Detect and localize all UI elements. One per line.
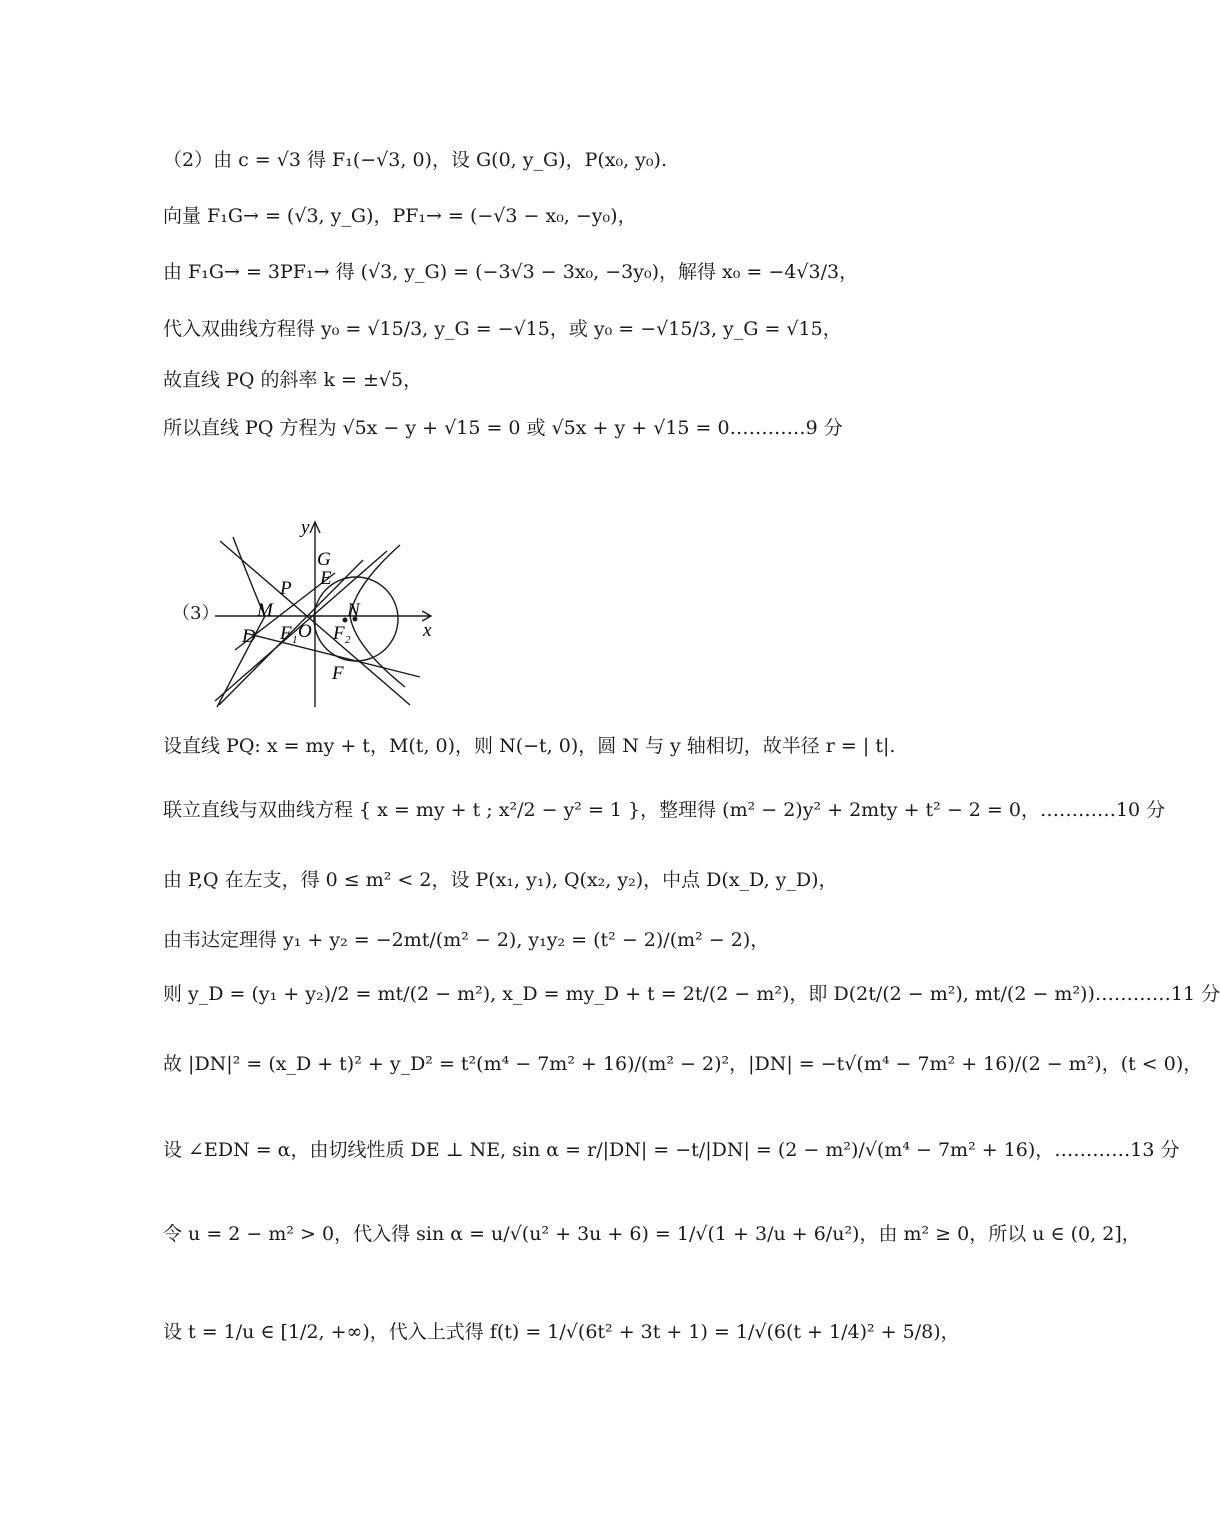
label-d: D bbox=[242, 626, 256, 647]
label-y: y bbox=[301, 517, 310, 538]
label-f: F bbox=[332, 663, 344, 684]
part3-line-2: 联立直线与双曲线方程 { x = my + t ; x²/2 − y² = 1 }，整理得 (m² − 2)y² + 2mty + t² − 2 = 0，…………10 分 bbox=[163, 799, 1166, 821]
label-g: G bbox=[317, 549, 331, 570]
label-f1: F bbox=[280, 623, 292, 644]
label-p: P bbox=[280, 578, 292, 599]
part2-line-2: 向量 F₁G→ = (√3, y_G)，PF₁→ = (−√3 − x₀, −y₀)， bbox=[163, 205, 637, 227]
label-n: N bbox=[347, 600, 360, 621]
part3-line-3: 由 P,Q 在左支，得 0 ≤ m² < 2，设 P(x₁, y₁), Q(x₂, y₂)，中点 D(x_D, y_D)， bbox=[163, 869, 838, 891]
part3-line-6: 故 |DN|² = (x_D + t)² + y_D² = t²(m⁴ − 7m² + 16)/(m² − 2)²，|DN| = −t√(m⁴ − 7m² + 16)/(2 − m²)，(t < 0)， bbox=[163, 1053, 1203, 1075]
part3-line-8: 令 u = 2 − m² > 0，代入得 sin α = u/√(u² + 3u + 6) = 1/√(1 + 3/u + 6/u²)，由 m² ≥ 0，所以 u ∈ (0, 2]， bbox=[163, 1223, 1141, 1245]
hyperbola-circle-figure bbox=[205, 515, 445, 715]
part3-line-9: 设 t = 1/u ∈ [1/2, +∞)，代入上式得 f(t) = 1/√(6t² + 3t + 1) = 1/√(6(t + 1/4)² + 5/8)， bbox=[163, 1321, 960, 1343]
label-m: M bbox=[257, 600, 273, 621]
label-x: x bbox=[423, 620, 432, 641]
label-f1-sub: 1 bbox=[292, 634, 298, 646]
part2-line-1: （2）由 c = √3 得 F₁(−√3, 0)，设 G(0, y_G)，P(x₀, y₀). bbox=[163, 149, 667, 171]
part3-line-7: 设 ∠EDN = α，由切线性质 DE ⊥ NE, sin α = r/|DN| = −t/|DN| = (2 − m²)/√(m⁴ − 7m² + 16)，…………13 分 bbox=[163, 1139, 1180, 1161]
label-f2-sub: 2 bbox=[345, 634, 351, 646]
label-o: O bbox=[298, 621, 312, 642]
part3-line-4: 由韦达定理得 y₁ + y₂ = −2mt/(m² − 2), y₁y₂ = (t² − 2)/(m² − 2)， bbox=[163, 929, 770, 951]
part3-label: （3） bbox=[172, 603, 220, 624]
part2-line-6: 所以直线 PQ 方程为 √5x − y + √15 = 0 或 √5x + y + √15 = 0…………9 分 bbox=[163, 417, 843, 439]
part3-line-5: 则 y_D = (y₁ + y₂)/2 = mt/(2 − m²), x_D = my_D + t = 2t/(2 − m²)，即 D(2t/(2 − m²), mt/(2 − m²))…………11 分 bbox=[163, 983, 1220, 1005]
label-f2: F bbox=[333, 623, 345, 644]
hyperbola-left-branch bbox=[217, 537, 265, 707]
part2-line-3: 由 F₁G→ = 3PF₁→ 得 (√3, y_G) = (−3√3 − 3x₀, −3y₀)，解得 x₀ = −4√3/3， bbox=[163, 261, 859, 283]
label-e: E bbox=[320, 568, 332, 589]
part2-line-5: 故直线 PQ 的斜率 k = ±√5， bbox=[163, 369, 423, 391]
part3-line-1: 设直线 PQ: x = my + t，M(t, 0)，则 N(−t, 0)，圆 N 与 y 轴相切，故半径 r = | t|. bbox=[163, 735, 896, 757]
part2-line-4: 代入双曲线方程得 y₀ = √15/3, y_G = −√15，或 y₀ = −√15/3, y_G = √15， bbox=[163, 318, 842, 340]
